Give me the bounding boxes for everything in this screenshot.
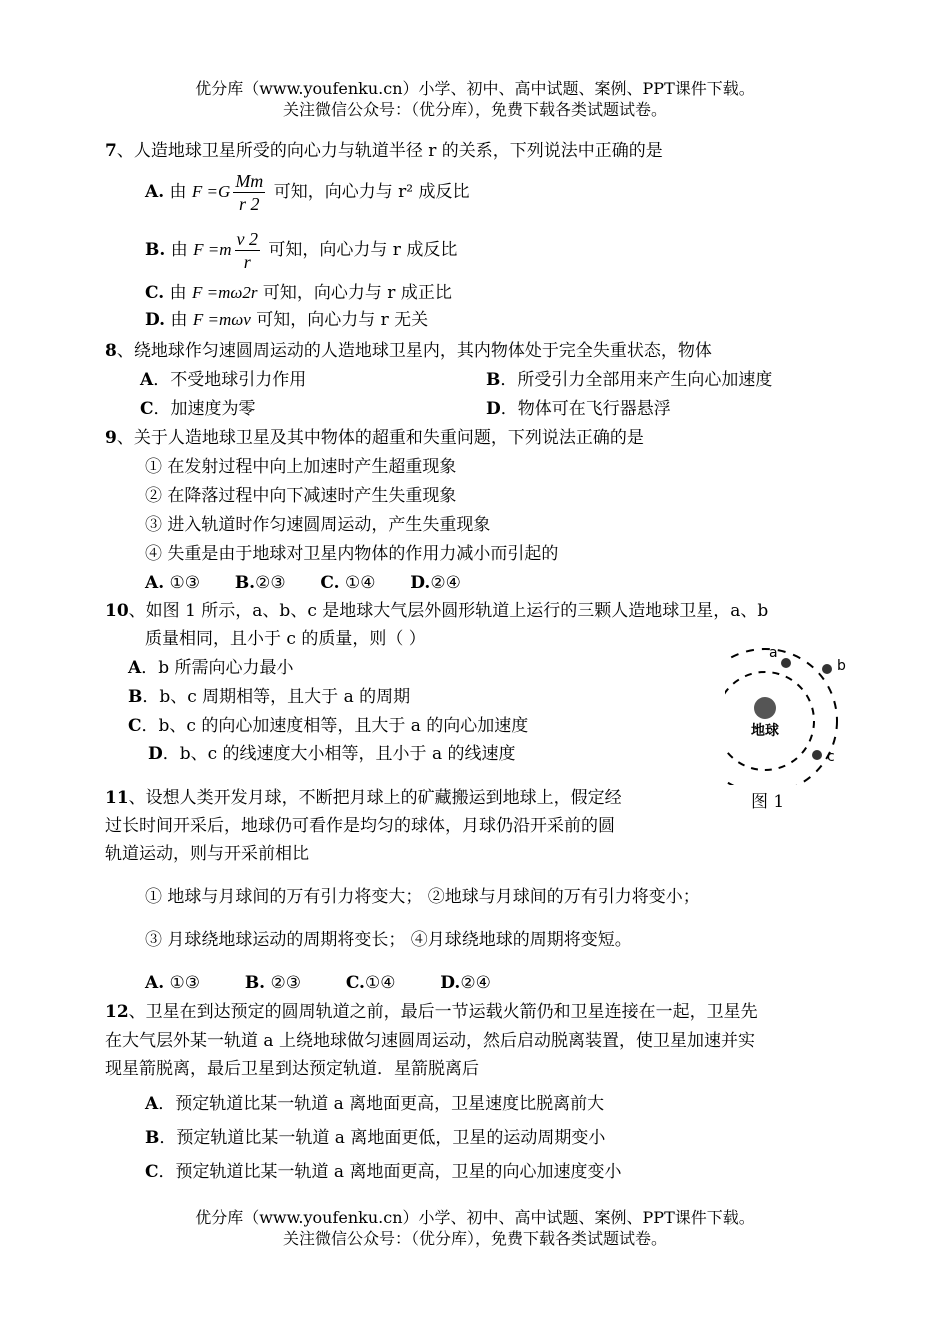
q10-stem-text-1: 、如图 1 所示，a、b、c 是地球大气层外圆形轨道上运行的三颗人造地球卫星，a、b [128,601,769,621]
q7-option-d-formula: F =mωv [192,310,251,329]
q9-choice-c-text: ①④ [339,573,376,593]
q8-option-c-text: ．加速度为零 [153,399,256,419]
q8-option-a-text: ．不受地球引力作用 [153,370,307,390]
q11-choice-d-text: ②④ [460,973,491,993]
q7-option-c-text: 可知，向心力与 r 成正比 [262,283,452,303]
q11-choice-c-label: C. [345,973,365,993]
q7-option-d-label: D. [145,310,166,330]
q7-a-denominator: r 2 [239,194,260,214]
q11-statements-row-1: ① 地球与月球间的万有引力将变大； ②地球与月球间的万有引力将变小； [145,887,700,907]
q11-number: 11 [105,788,129,808]
q12-stem-line-1 [105,1000,758,1024]
q7-option-c-label: C. [145,283,165,303]
q7-option-b-fraction [235,228,261,273]
q10-option-d-label: D [148,744,163,764]
q12-option-a [145,1092,604,1116]
q7-option-b-text: 可知，向心力与 r 成反比 [268,240,458,260]
q10-option-b-text: ．b、c 周期相等，且大于 a 的周期 [142,687,411,707]
q12-number: 12 [105,1002,129,1022]
q7-option-c-formula: F =mω2r [191,283,258,302]
q12-option-a-text: ．预定轨道比某一轨道 a 离地面更高，卫星速度比脱离前大 [158,1094,605,1114]
q11-stem-text-1: 、设想人类开发月球，不断把月球上的矿藏搬运到地球上，假定经 [128,788,622,808]
footer-line-1: 优分库（www.youfenku.cn）小学、初中、高中试题、案例、PPT课件下载。 [195,1208,755,1227]
q7-option-a [145,168,469,216]
q10-option-c [128,714,528,738]
q11-choice-b-label: B. [244,973,266,993]
q8-option-a-label: A [140,370,154,390]
q10-stem-line-1 [105,599,768,623]
q10-option-a [128,656,294,680]
q8-option-b [486,368,772,392]
q9-choices [145,571,461,595]
q10-option-c-text: ．b、c 的向心加速度相等，且大于 a 的向心加速度 [141,716,529,736]
q9-statement-4: ④ 失重是由于地球对卫星内物体的作用力减小而引起的 [145,544,559,564]
q12-option-c-text: ．预定轨道比某一轨道 a 离地面更高，卫星的向心加速度变小 [158,1162,622,1182]
satellite-b-icon [822,664,832,674]
q7-option-d-text: 可知，向心力与 r 无关 [256,310,429,330]
q7-option-a-label: A. [145,182,165,202]
q12-stem-line-3: 现星箭脱离，最后卫星到达预定轨道．星箭脱离后 [105,1059,479,1079]
q12-stem-line-2: 在大气层外某一轨道 a 上绕地球做匀速圆周运动，然后启动脱离装置，使卫星加速并实 [105,1031,755,1051]
q9-choice-d-label: D. [410,573,431,593]
q12-option-c-label: C [145,1162,159,1182]
page-header [0,78,950,120]
satellite-a-label: a [769,645,778,661]
q12-option-a-label: A [145,1094,159,1114]
q11-statements-row-2: ③ 月球绕地球运动的周期将变长； ④月球绕地球的周期将变短。 [145,930,632,950]
q12-option-b-label: B [145,1128,160,1148]
page-footer [0,1207,950,1249]
q7-option-b [145,226,457,274]
q8-option-c [140,397,256,421]
q11-stem-line-3: 轨道运动，则与开采前相比 [105,844,309,864]
q9-choice-c-label: C. [320,573,340,593]
header-line-2: 关注微信公众号：（优分库），免费下载各类试题试卷。 [282,100,667,119]
q11-choice-c-text: ①④ [364,973,396,993]
satellite-a-icon [781,658,791,668]
q7-option-b-lhs: F =m [193,240,232,259]
q9-statement-1: ① 在发射过程中向上加速时产生超重现象 [145,457,457,477]
q9-choice-b-label: B. [234,573,256,593]
q10-number: 10 [105,601,129,621]
q7-option-d-pre: 由 [170,310,188,330]
q11-choice-a-label: A. [145,973,165,993]
q7-option-d [145,308,428,332]
q12-stem-text-1: 、卫星在到达预定的圆周轨道之前，最后一节运载火箭仍和卫星连接在一起，卫星先 [128,1002,758,1022]
q10-option-a-label: A [128,658,142,678]
q11-choice-b-text: ②③ [265,973,301,993]
q9-stem-text: 、关于人造地球卫星及其中物体的超重和失重问题，下列说法正确的是 [116,428,644,448]
q10-option-a-text: ．b 所需向心力最小 [141,658,294,678]
q8-option-b-label: B [486,370,501,390]
q11-stem-line-2: 过长时间开采后，地球仍可看作是均匀的球体，月球仍沿开采前的圆 [105,816,615,836]
q10-stem-line-2: 质量相同，且小于 c 的质量，则（ ） [145,629,426,649]
q7-option-a-pre: 由 [169,182,187,202]
q8-stem-text: 、绕地球作匀速圆周运动的人造地球卫星内，其内物体处于完全失重状态，物体 [116,341,712,361]
q12-option-b-text: ．预定轨道比某一轨道 a 离地面更低，卫星的运动周期变小 [159,1128,606,1148]
q11-stem-line-1 [105,786,622,810]
q11-choice-d-label: D. [440,973,461,993]
q11-choice-a-text: ①③ [164,973,200,993]
q8-option-b-text: ．所受引力全部用来产生向心加速度 [500,370,773,390]
satellite-c-icon [812,750,822,760]
satellite-b-label: b [837,658,846,674]
q9-number: 9 [105,428,117,448]
q7-stem-text: 、人造地球卫星所受的向心力与轨道半径 r 的关系，下列说法中正确的是 [116,141,663,161]
q10-option-b [128,685,410,709]
q10-option-d [148,742,516,766]
q12-option-b [145,1126,605,1150]
q7-option-a-lhs: F =G [191,182,231,201]
q7-number: 7 [105,141,117,161]
earth-label: 地球 [751,723,779,739]
q7-b-numerator: v 2 [236,229,258,249]
q8-option-d-label: D [486,399,501,419]
q10-option-d-text: ．b、c 的线速度大小相等，且小于 a 的线速度 [162,744,516,764]
q7-option-c-pre: 由 [169,283,187,303]
q8-option-a [140,368,306,392]
q7-option-b-pre: 由 [170,240,188,260]
q9-statement-3: ③ 进入轨道时作匀速圆周运动，产生失重现象 [145,515,491,535]
q7-stem [105,139,663,163]
figure-1-caption: 图 1 [751,792,785,812]
q7-option-b-label: B. [145,240,166,260]
header-line-1: 优分库（www.youfenku.cn）小学、初中、高中试题、案例、PPT课件下载。 [195,79,755,98]
earth-icon [754,697,776,719]
footer-line-2: 关注微信公众号：（优分库），免费下载各类试题试卷。 [282,1229,667,1248]
q7-a-numerator: Mm [235,171,264,191]
q7-option-a-text: 可知，向心力与 r² 成反比 [273,182,470,202]
q10-option-b-label: B [128,687,143,707]
q9-choice-b-text: ②③ [255,573,286,593]
q10-option-c-label: C [128,716,142,736]
q11-choices [145,971,491,995]
q8-option-d-text: ．物体可在飞行器悬浮 [500,399,671,419]
q8-stem [105,339,712,363]
q8-number: 8 [105,341,117,361]
q7-option-a-fraction [233,170,265,215]
q9-stem [105,426,644,450]
q8-option-c-label: C [140,399,154,419]
q7-b-denominator: r [243,252,251,272]
q9-choice-d-text: ②④ [430,573,461,593]
orbit-inner [725,672,814,770]
q12-option-c [145,1160,621,1184]
satellite-c-label: c [827,749,835,765]
q7-option-c [145,281,452,305]
q8-option-d [486,397,671,421]
figure-1-orbit-diagram [725,635,860,785]
q9-statement-2: ② 在降落过程中向下减速时产生失重现象 [145,486,457,506]
q9-choice-a-text: ①③ [164,573,200,593]
q9-choice-a-label: A. [145,573,165,593]
